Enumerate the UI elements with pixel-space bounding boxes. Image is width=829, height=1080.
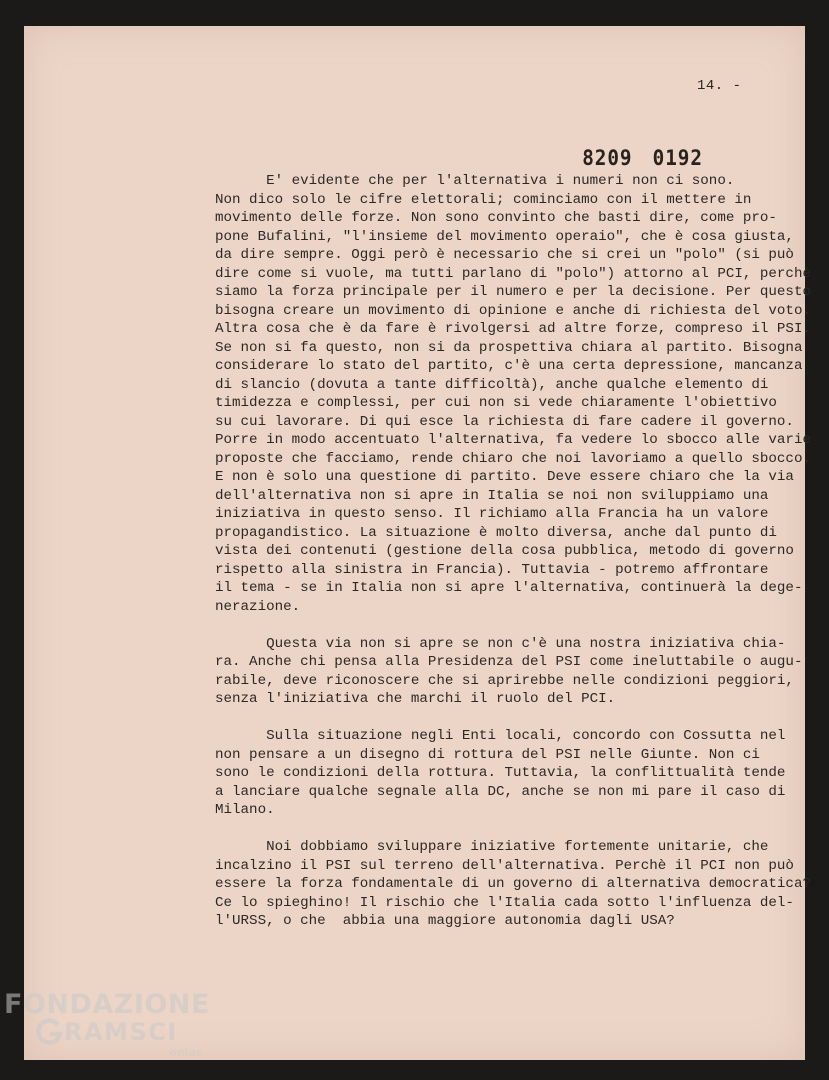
document-body xyxy=(215,172,811,949)
text-line: Questa via non si apre se non c'è una nostra iniziativa chia- xyxy=(215,635,786,652)
text-line: propagandistico. La situazione è molto diversa, anche dal punto di xyxy=(215,524,777,541)
paragraph xyxy=(215,172,811,616)
text-line: bisogna creare un movimento di opinione e anche di richiesta del voto. xyxy=(215,302,811,319)
text-line: rabile, deve riconoscere che si aprirebbe nelle condizioni peggiori, xyxy=(215,672,794,689)
text-line: siamo la forza principale per il numero e per la decisione. Per questo xyxy=(215,284,811,300)
paragraph xyxy=(215,635,803,709)
watermark-subtitle: RAMSCI xyxy=(64,1018,178,1046)
text-line: non pensare a un disegno di rottura del PSI nelle Giunte. Non ci xyxy=(215,746,760,763)
text-line: pone Bufalini, "l'insieme del movimento operaio", che è cosa giusta, xyxy=(215,228,794,245)
text-line: Milano. xyxy=(215,802,275,818)
text-line: Se non si fa questo, non si da prospettiva chiara al partito. Bisogna xyxy=(215,339,803,356)
text-line: Porre in modo accentuato l'alternativa, fa vedere lo sbocco alle varie xyxy=(215,432,811,448)
text-line: da dire sempre. Oggi però è necessario che si crei un "polo" (si può xyxy=(215,247,794,263)
text-line: ra. Anche chi pensa alla Presidenza del PSI come ineluttabile o augu- xyxy=(215,654,803,670)
text-line: dell'alternativa non si apre in Italia se noi non sviluppiamo una xyxy=(215,487,769,504)
text-line: essere la forza fondamentale di un governo di alternativa democratica? xyxy=(215,876,811,892)
text-line: l'URSS, o che abbia una maggiore autonomia dagli USA? xyxy=(215,913,675,929)
paragraph xyxy=(215,838,811,931)
text-line: iniziativa in questo senso. Il richiamo alla Francia ha un valore xyxy=(215,506,769,522)
text-line: il tema - se in Italia non si apre l'alternativa, continuerà la dege- xyxy=(215,580,803,596)
watermark-title: FONDAZIONE xyxy=(4,989,210,1020)
text-line: Sulla situazione negli Enti locali, concordo con Cossutta nel xyxy=(215,728,786,744)
watermark-onlus: onlus xyxy=(170,1046,202,1059)
text-line: considerare lo stato del partito, c'è una certa depressione, mancanza xyxy=(215,358,803,374)
document-page xyxy=(24,26,811,1060)
archive-code-number: 0192 xyxy=(652,146,703,170)
text-line: proposte che facciamo, rende chiaro che noi lavoriamo a quello sbocco. xyxy=(215,450,811,467)
text-line: vista dei contenuti (gestione della cosa pubblica, metodo di governo xyxy=(215,543,794,559)
page-number: 14. - xyxy=(697,78,742,94)
text-line: Altra cosa che è da fare è rivolgersi ad altre forze, compreso il PSI. xyxy=(215,321,811,337)
text-line: a lanciare qualche segnale alla DC, anche se non mi pare il caso di xyxy=(215,783,786,800)
text-line: Ce lo spieghino! Il rischio che l'Italia cada sotto l'influenza del- xyxy=(215,894,794,911)
text-line: dire come si vuole, ma tutti parlano di "polo") attorno al PCI, perchè xyxy=(215,265,811,282)
text-line: nerazione. xyxy=(215,598,301,615)
paragraph xyxy=(215,727,795,820)
archive-code-series: 8209 xyxy=(582,146,633,170)
text-line: rispetto alla sinistra in Francia). Tuttavia - potremo affrontare xyxy=(215,561,769,578)
text-line: Non dico solo le cifre elettorali; cominciamo con il mettere in xyxy=(215,191,752,208)
text-line: timidezza e complessi, per cui non si vede chiaramente l'obiettivo xyxy=(215,395,777,411)
text-line: E non è solo una questione di partito. Deve essere chiaro che la via xyxy=(215,469,794,485)
text-line: sono le condizioni della rottura. Tuttavia, la conflittualità tende xyxy=(215,765,786,781)
text-line: movimento delle forze. Non sono convinto che basti dire, come pro- xyxy=(215,210,777,226)
text-line: incalzino il PSI sul terreno dell'alternativa. Perchè il PCI non può xyxy=(215,857,794,874)
text-line: E' evidente che per l'alternativa i numeri non ci sono. xyxy=(215,173,735,189)
text-line: senza l'iniziativa che marchi il ruolo del PCI. xyxy=(215,691,616,707)
text-line: di slancio (dovuta a tante difficoltà), anche qualche elemento di xyxy=(215,376,769,393)
text-line: Noi dobbiamo sviluppare iniziative fortemente unitarie, che xyxy=(215,839,769,855)
text-line: su cui lavorare. Di qui esce la richiesta di fare cadere il governo. xyxy=(215,413,794,430)
